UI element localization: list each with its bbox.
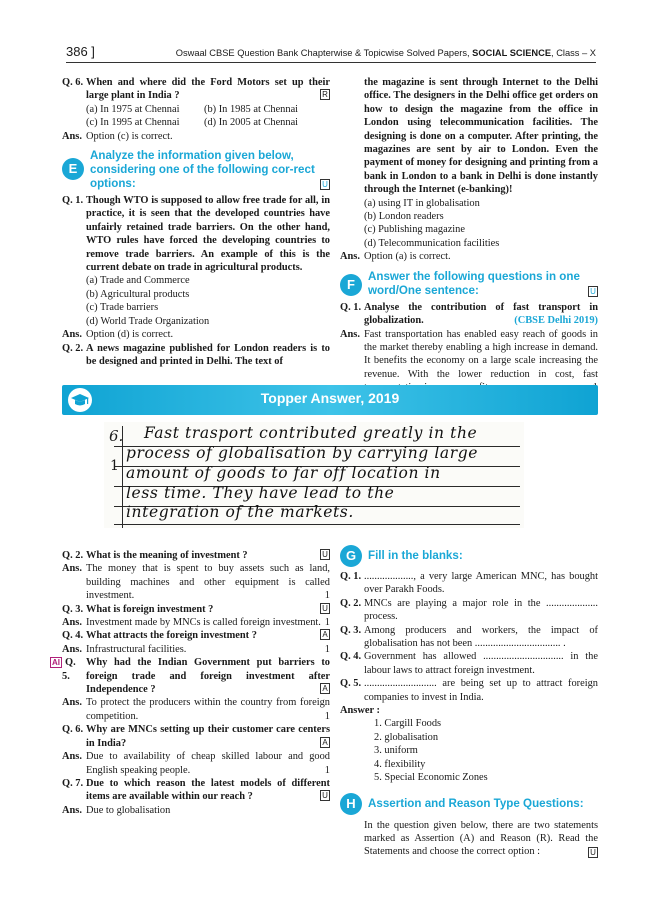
question <box>62 194 330 274</box>
question-text-body: Why had the Indian Government put barriers to foreign trade and foreign investment after Independence ? <box>86 657 330 696</box>
answer-text <box>86 643 330 656</box>
question-number: Q. 6. <box>62 724 84 736</box>
question-text <box>86 603 330 616</box>
difficulty-tag: U <box>320 603 330 614</box>
option: (a) Trade and Commerce <box>86 275 190 287</box>
answer-item: 2. globalisation <box>374 731 439 743</box>
right-column-bottom <box>340 542 598 859</box>
question-text <box>86 656 330 696</box>
question <box>52 656 330 696</box>
topper-answer-banner <box>62 385 598 415</box>
question-number: Q. 2. <box>340 597 362 609</box>
answer-label: Ans. <box>62 804 82 816</box>
option: (a) using IT in globalisation <box>364 197 480 209</box>
answer-text-body: Fast transportation has enabled easy reach of goods in the market thereby enabling a high increase in demand. It benefits the economy on a large scale increasing the revenue. With the lower reduction in cost, fast <box>364 328 598 380</box>
question-text: ............................ are being set up to attract foreign companies to invest in India. <box>364 678 598 703</box>
question-text <box>86 777 330 804</box>
section-title: Fill in the blanks: <box>368 549 463 562</box>
section-g-heading <box>340 545 598 567</box>
question <box>62 342 330 369</box>
question <box>62 549 330 562</box>
question-text-body: What attracts the foreign investment ? <box>86 630 257 642</box>
section-letter-badge: G <box>340 545 362 567</box>
answer <box>62 750 330 777</box>
difficulty-tag: R <box>320 89 330 100</box>
section-h-intro-text: In the question given below, there are two statements marked as Assertion (A) and Reason (R). Read the Statements and choose the correct option : <box>364 819 598 858</box>
handwritten-line: amount of goods to far off location in <box>126 464 441 482</box>
option: (b) Agricultural products <box>86 288 190 300</box>
answer-text: Option (c) is correct. <box>86 130 173 142</box>
running-head-suffix: , Class – X <box>551 48 596 58</box>
question-text <box>364 301 598 328</box>
difficulty-tag: A <box>320 683 330 694</box>
exam-citation: (CBSE Delhi 2019) <box>514 315 598 327</box>
question-text-body: What is foreign investment ? <box>86 603 214 615</box>
page-number: 386 ] <box>66 44 95 59</box>
question-text <box>86 549 330 562</box>
answer-item: 4. flexibility <box>374 758 426 770</box>
answer-label: Ans. <box>62 697 82 709</box>
difficulty-tag: U <box>320 179 330 190</box>
answer-label: Ans. <box>62 329 82 341</box>
answer-label: Ans. <box>62 617 82 629</box>
answer-text: Due to globalisation <box>86 804 171 816</box>
section-title <box>368 270 598 298</box>
option: (c) Trade barriers <box>86 302 159 314</box>
option: (d) World Trade Organization <box>86 315 210 327</box>
handwritten-line: process of globalisation by carrying large <box>126 444 479 462</box>
left-column-top <box>62 76 330 368</box>
answer <box>340 250 598 263</box>
answer-text-body: Investment made by MNCs is called foreign investment. <box>86 617 321 629</box>
question-text-body: What is the meaning of investment ? <box>86 550 248 561</box>
question-text: ..................., a very large American MNC, has bought over Parakh Foods. <box>364 571 598 596</box>
answer <box>62 328 330 341</box>
question-number: Q. 4. <box>62 630 84 642</box>
question-text-body: Analyse the contribution of fast transport in globalization. <box>364 301 598 327</box>
ai-badge: AI <box>52 658 60 668</box>
question-text-body: When and where did the Ford Motors set up their large plant in India ? <box>86 77 330 102</box>
difficulty-tag: U <box>320 549 330 560</box>
section-title <box>90 149 330 191</box>
topper-answer-title: Topper Answer, 2019 <box>260 390 400 406</box>
marks: 1 <box>324 590 330 602</box>
question-number <box>52 656 86 696</box>
marks: 1 <box>324 764 330 776</box>
question-text-body: Due to which reason the latest models of different items are available within our reach ? <box>86 777 330 803</box>
question-number: Q. 2. <box>62 550 84 561</box>
option: (c) In 1995 at Chennai <box>86 117 180 129</box>
running-head <box>176 47 596 60</box>
answer-text <box>86 562 330 602</box>
difficulty-tag: U <box>588 847 598 858</box>
question-text: A news magazine published for London readers is to be designed and printed in Delhi. The text of <box>86 342 330 367</box>
question <box>62 777 330 804</box>
section-h-heading <box>340 793 598 815</box>
answer <box>62 616 330 629</box>
handwritten-mark: 1 <box>110 458 119 474</box>
answer-label: Ans. <box>62 643 82 655</box>
question-number: Q. 5. <box>340 678 362 690</box>
fill-blank-question <box>340 597 598 624</box>
answer-label: Ans. <box>340 328 360 340</box>
marks: 1 <box>324 617 330 629</box>
option: (c) Publishing magazine <box>364 224 465 236</box>
question <box>340 301 598 328</box>
question-number: Q. 3. <box>340 624 362 636</box>
section-letter-badge: E <box>62 158 84 180</box>
fill-blank-question <box>340 570 598 597</box>
handwritten-line: integration of the markets. <box>126 503 354 521</box>
handwritten-line: Fast trasport contributed greatly in the <box>144 424 478 442</box>
question-number: Q. 3. <box>62 603 84 615</box>
answer-text-body: To protect the producers within the country from foreign competition. <box>86 697 330 722</box>
right-column-top <box>340 76 598 395</box>
answer-label: Ans. <box>62 563 82 575</box>
answer <box>62 130 330 143</box>
question-text: MNCs are playing a major role in the .................... process. <box>364 597 598 623</box>
answer-text <box>86 696 330 723</box>
answer-item: 3. uniform <box>374 745 418 757</box>
handwritten-line: less time. They have lead to the <box>126 484 395 502</box>
answer-text <box>86 616 330 629</box>
fill-blank-question <box>340 624 598 651</box>
marks: 1 <box>324 643 330 655</box>
question <box>62 603 330 616</box>
section-letter-badge: H <box>340 793 362 815</box>
option: (b) London readers <box>364 211 444 223</box>
question-number: Q. 7. <box>62 777 84 789</box>
section-e-heading <box>62 149 330 191</box>
answer-text-body: The money that is spent to buy assets such as land, building machines and other equipment is called investment. <box>86 563 330 602</box>
answer-text: Option (a) is correct. <box>364 251 451 263</box>
answer-item: 5. Special Economic Zones <box>374 772 488 784</box>
question-number: Q. 2. <box>62 342 84 354</box>
section-title-text: Answer the following questions in one word/One sentence: <box>368 269 580 297</box>
fill-blank-question <box>340 650 598 677</box>
left-column-bottom <box>52 549 330 817</box>
difficulty-tag: U <box>320 790 330 801</box>
difficulty-tag: A <box>320 629 330 640</box>
options-row <box>62 116 330 129</box>
option: (a) In 1975 at Chennai <box>86 103 180 115</box>
running-head-prefix: Oswaal CBSE Question Bank Chapterwise & Topicwise Solved Papers, <box>175 48 473 58</box>
answer-text-body: Infrastructural facilities. <box>86 643 187 655</box>
question-number-text: Q. 5. <box>62 657 76 682</box>
answer <box>62 696 330 723</box>
answer-text <box>86 750 330 777</box>
question-number: Q. 4. <box>340 651 362 663</box>
question-text <box>86 76 330 103</box>
question <box>62 76 330 103</box>
answer-label: Ans. <box>62 130 82 142</box>
options-row <box>62 103 330 116</box>
section-title-text: Analyze the information given below, considering one of the following cor-rect options: <box>90 149 315 191</box>
answer <box>62 562 330 602</box>
page-header <box>66 45 596 63</box>
section-f-heading <box>340 270 598 298</box>
question-text: Among producers and workers, the impact of globalisation has not been ................................. . <box>364 624 598 650</box>
answer-item: 1. Cargill Foods <box>374 718 442 730</box>
question-number: Q. 6. <box>62 77 84 88</box>
answer-label: Ans. <box>340 251 360 263</box>
answer <box>62 804 330 817</box>
answer-label: Answer : <box>340 705 380 717</box>
question-number: Q. 1. <box>62 195 84 207</box>
difficulty-tag: A <box>320 737 330 748</box>
option: (d) Telecommunication facilities <box>364 237 500 249</box>
answer-text: Option (d) is correct. <box>86 329 174 341</box>
section-h-intro <box>340 819 598 859</box>
question-text: the magazine is sent through Internet to the Delhi office. The designers in the Delhi office get orders on how to design the magazine from the office in London using telecommunication facilities. The designing is done on a computer. After printing, the magazines are sent by air to London. Even the payment of money for designing and printing from a bank in London to a bank in Delhi is done instantly through the Internet (e-banking)! <box>364 77 598 196</box>
marks: 1 <box>324 710 330 722</box>
question-text: Though WTO is supposed to allow free trade for all, in practice, it is seen that the developed countries have unfairly retained trade barriers. On the other hand, WTO rules have forced the developing countries to remove trade barriers. An example of this is the current debate on trade in agricultural products. <box>86 195 330 274</box>
section-letter-badge: F <box>340 274 362 296</box>
fill-blank-question <box>340 677 598 704</box>
question-text <box>86 723 330 750</box>
question <box>62 629 330 642</box>
question-text-body: Why are MNCs setting up their customer care centers in India? <box>86 724 330 749</box>
option: (b) In 1985 at Chennai <box>204 103 299 115</box>
difficulty-tag: U <box>588 286 598 297</box>
question-text: Government has allowed ............................... in the labour laws to attract foreign investment. <box>364 651 598 676</box>
question-number: Q. 1. <box>340 301 362 313</box>
section-title: Assertion and Reason Type Questions: <box>368 796 584 810</box>
running-head-subject: SOCIAL SCIENCE <box>472 48 552 58</box>
handwritten-question-number: 6. <box>109 427 124 445</box>
question <box>62 723 330 750</box>
question-continuation <box>340 76 598 197</box>
option: (d) In 2005 at Chennai <box>204 117 299 129</box>
question-text <box>86 629 330 642</box>
answer <box>62 643 330 656</box>
handwritten-answer-image <box>104 422 524 528</box>
answer-label: Ans. <box>62 751 82 763</box>
answer-text-body: Due to availability of cheap skilled labour and good English speaking people. <box>86 751 330 776</box>
question-number: Q. 1. <box>340 571 362 582</box>
